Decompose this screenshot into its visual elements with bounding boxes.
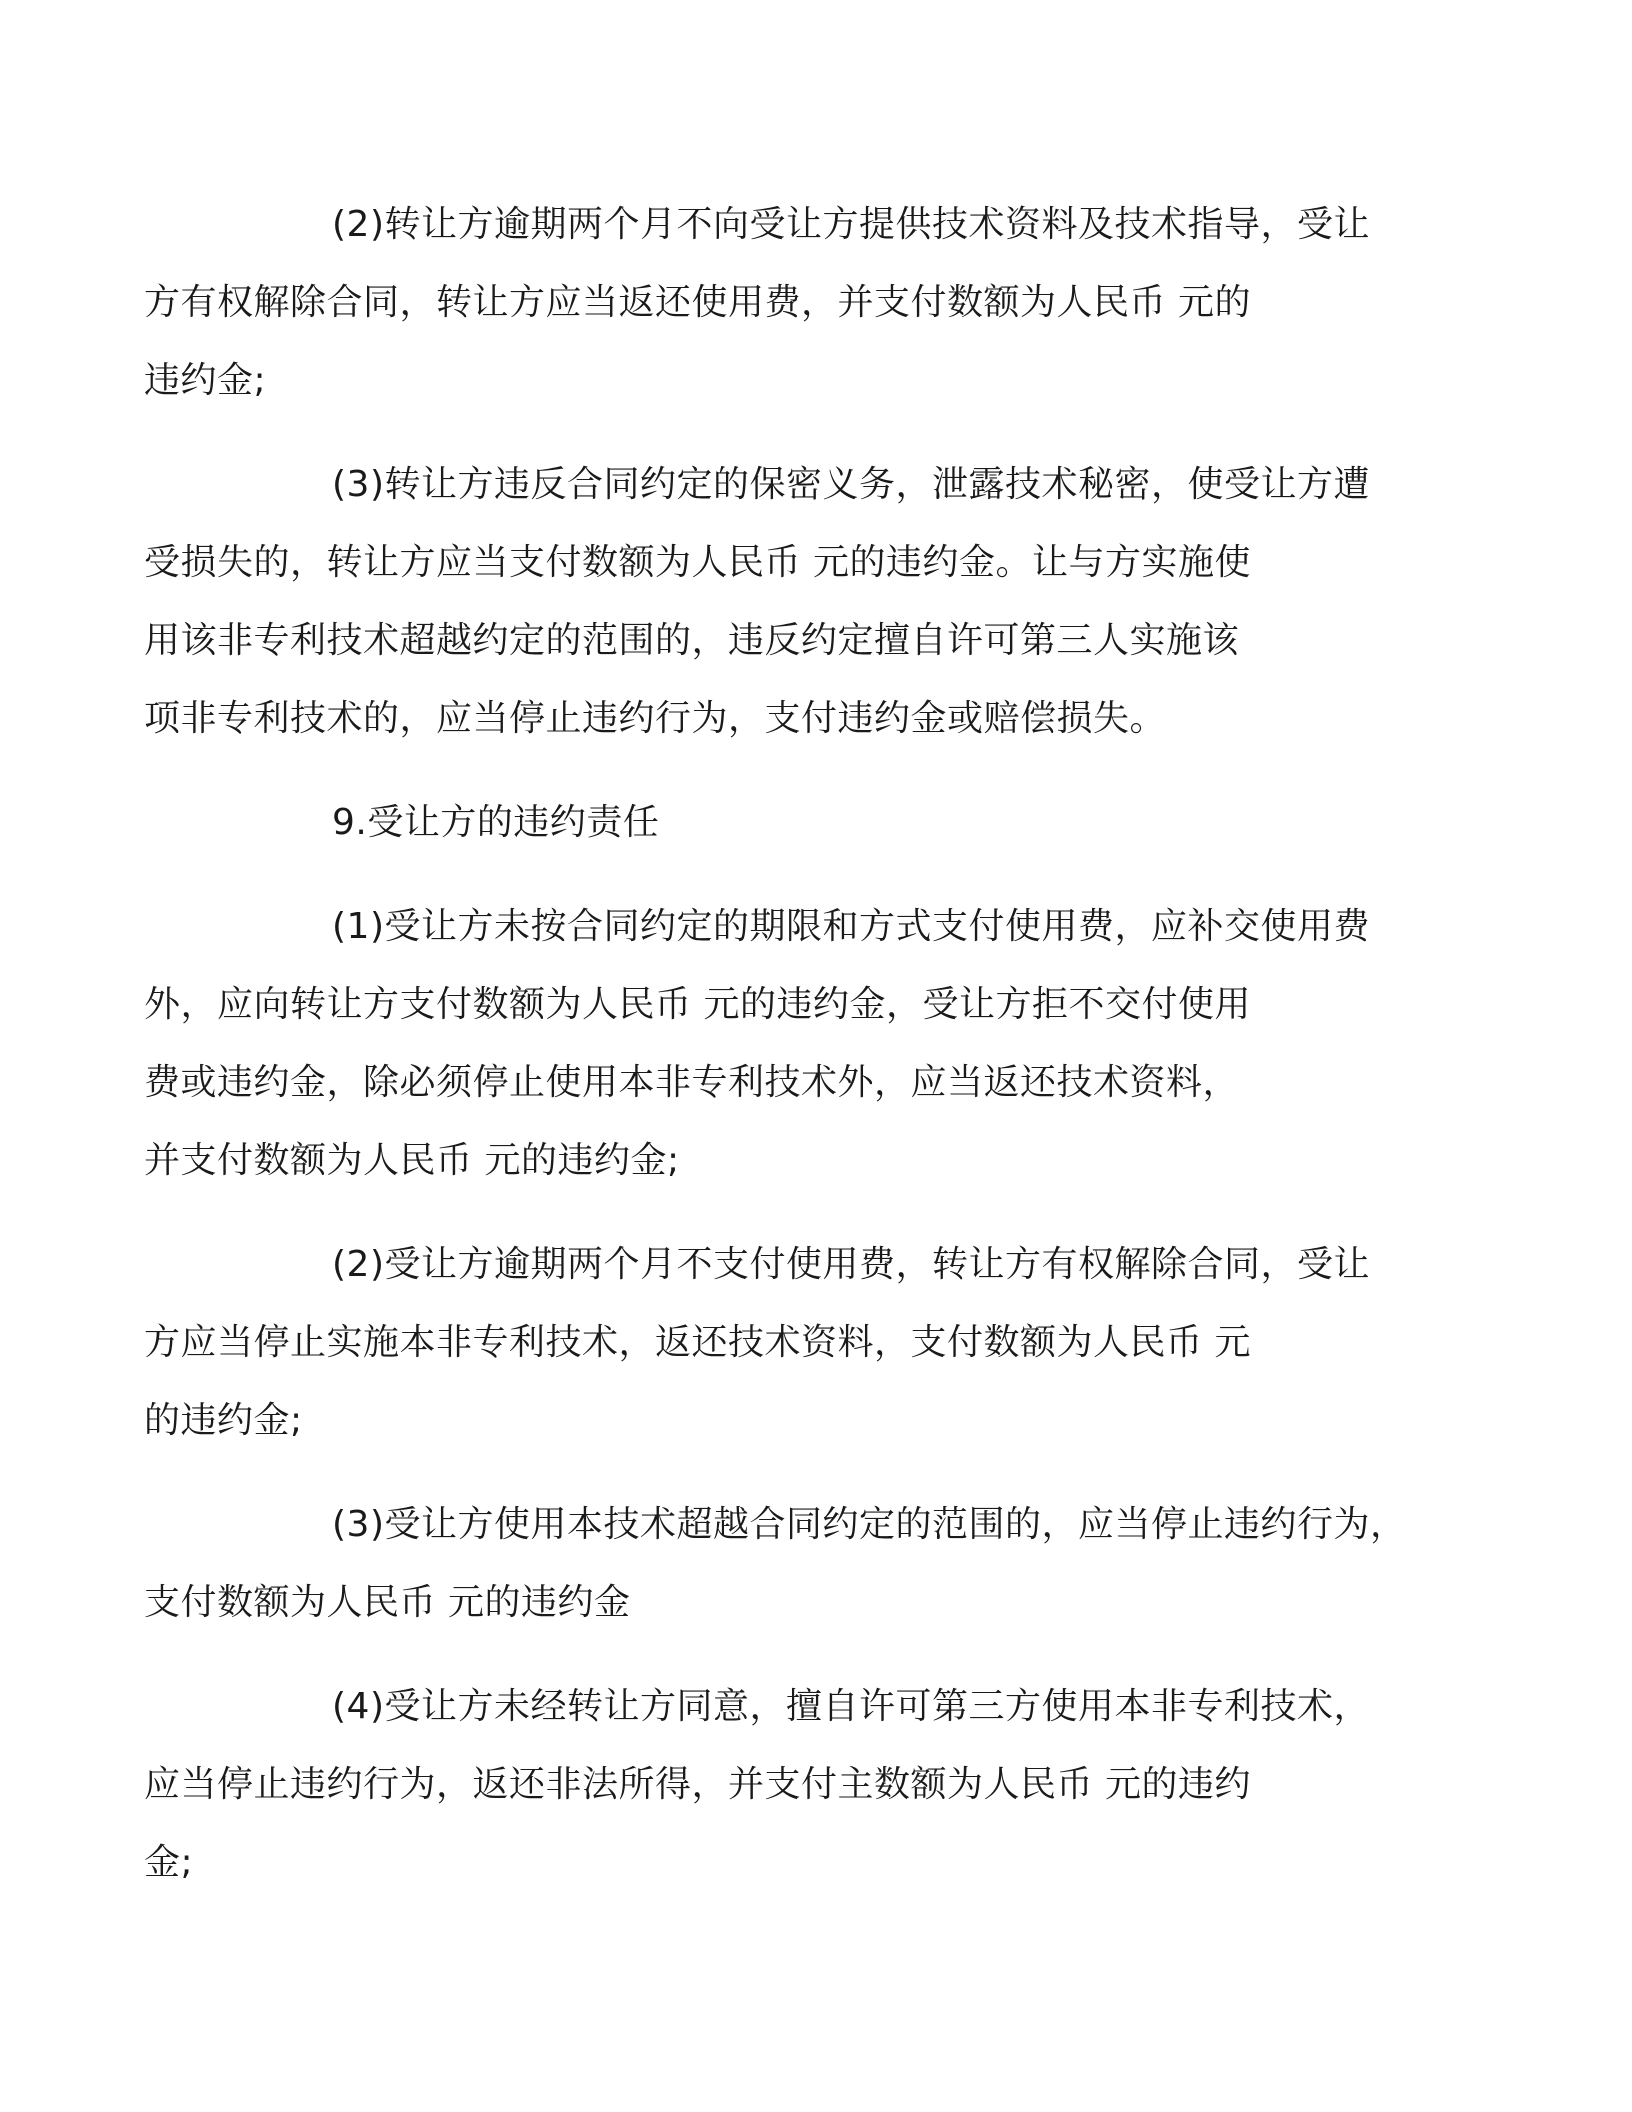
text-line: 受损失的，转让方应当支付数额为人民币 元的违约金。让与方实施使	[144, 542, 1251, 583]
text-line: 违约金;	[144, 360, 267, 401]
paragraph-transferee-3	[144, 1486, 1408, 1642]
text-line: (4)受让方未经转让方同意，擅自许可第三方使用本非专利技术，	[332, 1686, 1370, 1727]
text-line: 项非专利技术的，应当停止违约行为，支付违约金或赔偿损失。	[144, 698, 1167, 739]
paragraph-transferee-1	[144, 888, 1408, 1200]
text-line: 外，应向转让方支付数额为人民币 元的违约金，受让方拒不交付使用	[144, 984, 1251, 1025]
paragraph-transferor-2	[144, 186, 1408, 420]
paragraph-transferee-2	[144, 1226, 1408, 1460]
text-line: 并支付数额为人民币 元的违约金;	[144, 1140, 680, 1181]
text-line: (2)受让方逾期两个月不支付使用费，转让方有权解除合同，受让	[332, 1244, 1370, 1285]
text-line: (2)转让方逾期两个月不向受让方提供技术资料及技术指导，受让	[332, 204, 1370, 245]
text-line: 费或违约金，除必须停止使用本非专利技术外，应当返还技术资料，	[144, 1062, 1240, 1103]
section-heading-text: 9.受让方的违约责任	[332, 802, 660, 843]
section-heading-transferee-liability	[238, 784, 1408, 862]
document-body	[144, 186, 1408, 1928]
text-line: 金;	[144, 1842, 194, 1883]
text-line: 方有权解除合同，转让方应当返还使用费，并支付数额为人民币 元的	[144, 282, 1251, 323]
text-line: 的违约金;	[144, 1400, 303, 1441]
text-line: 方应当停止实施本非专利技术，返还技术资料，支付数额为人民币 元	[144, 1322, 1251, 1363]
text-line: 应当停止违约行为，返还非法所得，并支付主数额为人民币 元的违约	[144, 1764, 1251, 1805]
text-line: 支付数额为人民币 元的违约金	[144, 1582, 631, 1623]
paragraph-transferee-4	[144, 1668, 1408, 1902]
paragraph-transferor-3	[144, 446, 1408, 758]
text-line: (3)受让方使用本技术超越合同约定的范围的，应当停止违约行为，	[332, 1504, 1407, 1545]
text-line: (3)转让方违反合同约定的保密义务，泄露技术秘密，使受让方遭	[332, 464, 1370, 505]
text-line: (1)受让方未按合同约定的期限和方式支付使用费，应补交使用费	[332, 906, 1370, 947]
text-line: 用该非专利技术超越约定的范围的，违反约定擅自许可第三人实施该	[144, 620, 1240, 661]
